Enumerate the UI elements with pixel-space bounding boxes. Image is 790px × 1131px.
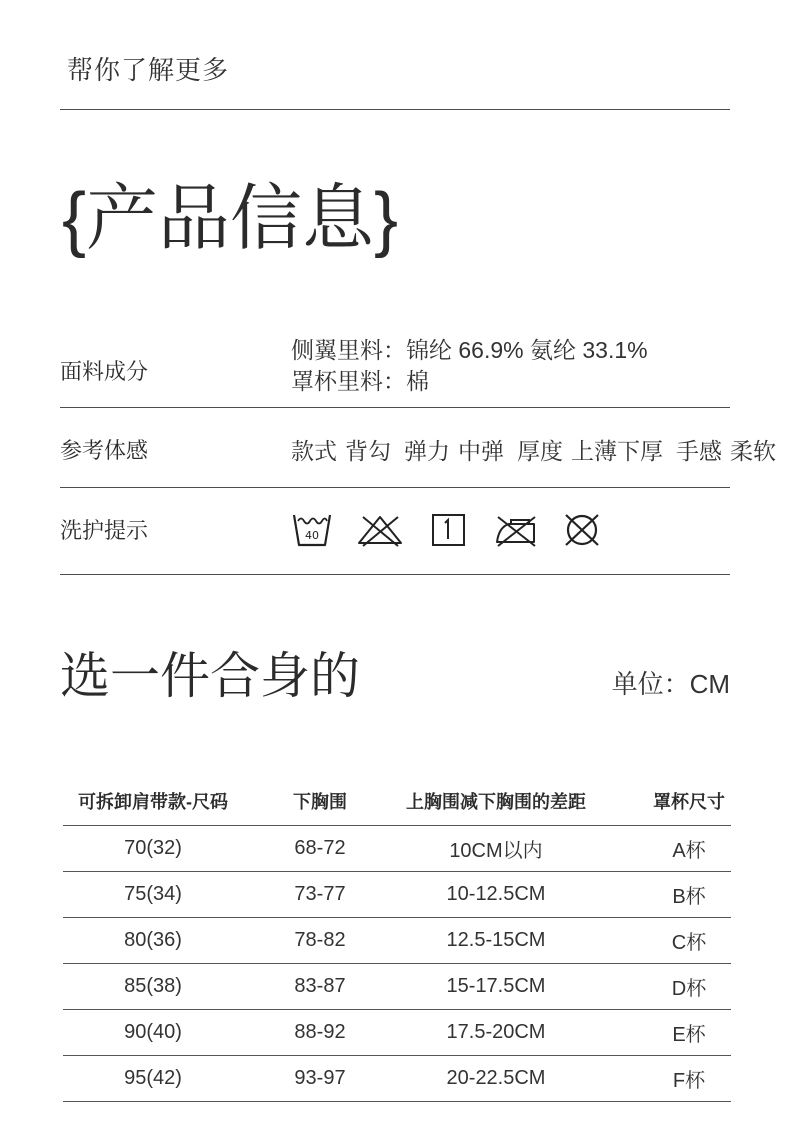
fabric-line-wing: 侧翼里料：锦纶 66.9% 氨纶 33.1% <box>291 337 648 363</box>
feel-value: 中弹 <box>458 438 504 464</box>
cell-cup: C杯 <box>671 932 707 954</box>
table-body <box>63 826 731 1102</box>
feel-value: 上薄下厚 <box>571 438 663 464</box>
feel-key: 弹力 <box>404 438 450 464</box>
feel-values <box>291 437 776 465</box>
cell-underbust: 88-92 <box>294 1021 346 1043</box>
wash-40-icon <box>292 511 332 549</box>
cell-underbust: 68-72 <box>294 837 346 859</box>
cell-cup: D杯 <box>671 978 707 1000</box>
fabric-label: 面料成分 <box>60 359 149 384</box>
feel-item-style <box>291 437 391 465</box>
divider <box>60 407 730 408</box>
cell-size: 70(32) <box>124 837 182 859</box>
cell-size: 90(40) <box>124 1021 182 1043</box>
line-dry-icon <box>431 513 466 547</box>
feel-item-touch <box>676 437 776 465</box>
cell-cup: B杯 <box>672 886 706 908</box>
fabric-line-cup: 罩杯里料：棉 <box>291 368 429 394</box>
cell-difference: 17.5-20CM <box>446 1021 546 1043</box>
cell-difference: 12.5-15CM <box>446 929 546 951</box>
column-header-difference: 上胸围减下胸围的差距 <box>406 791 586 812</box>
column-header-cup: 罩杯尺寸 <box>653 791 725 812</box>
cell-cup: A杯 <box>672 840 706 862</box>
no-bleach-icon <box>355 512 405 548</box>
divider <box>60 574 730 575</box>
cell-size: 80(36) <box>124 929 182 951</box>
feel-key: 手感 <box>676 438 722 464</box>
cell-size: 95(42) <box>124 1067 182 1089</box>
table-header <box>63 776 731 826</box>
table-row <box>63 826 731 872</box>
intro-title: 帮你了解更多 <box>67 55 230 85</box>
table-row <box>63 964 731 1010</box>
table-row <box>63 1010 731 1056</box>
feel-key: 厚度 <box>517 438 563 464</box>
size-section-title: 选一件合身的 <box>60 648 360 704</box>
cell-difference: 20-22.5CM <box>446 1067 546 1089</box>
cell-cup: E杯 <box>672 1024 706 1046</box>
feel-value: 柔软 <box>730 438 776 464</box>
no-dry-clean-icon <box>561 511 603 549</box>
no-iron-icon <box>493 512 539 548</box>
column-header-size: 可拆卸肩带款-尺码 <box>78 791 228 812</box>
cell-underbust: 93-97 <box>294 1067 346 1089</box>
cell-underbust: 83-87 <box>294 975 346 997</box>
column-header-underbust: 下胸围 <box>293 791 347 812</box>
cell-underbust: 73-77 <box>294 883 346 905</box>
cell-difference: 10-12.5CM <box>446 883 546 905</box>
cell-difference: 10CM以内 <box>449 840 543 862</box>
cell-size: 75(34) <box>124 883 182 905</box>
cell-difference: 15-17.5CM <box>446 975 546 997</box>
feel-item-thickness <box>517 437 663 465</box>
feel-key: 款式 <box>291 438 337 464</box>
cell-cup: F杯 <box>672 1070 706 1092</box>
care-label: 洗护提示 <box>60 518 149 543</box>
feel-item-elasticity <box>404 437 504 465</box>
table-row <box>63 918 731 964</box>
divider <box>60 487 730 488</box>
unit-label: 单位：CM <box>611 669 730 699</box>
cell-underbust: 78-82 <box>294 929 346 951</box>
table-row <box>63 1056 731 1102</box>
wash-temp: 40 <box>305 529 319 542</box>
size-table <box>63 776 731 1102</box>
cell-size: 85(38) <box>124 975 182 997</box>
table-row <box>63 872 731 918</box>
feel-label: 参考体感 <box>60 438 149 463</box>
feel-value: 背勾 <box>345 438 391 464</box>
product-info-title: {产品信息} <box>62 179 399 259</box>
divider <box>60 109 730 110</box>
